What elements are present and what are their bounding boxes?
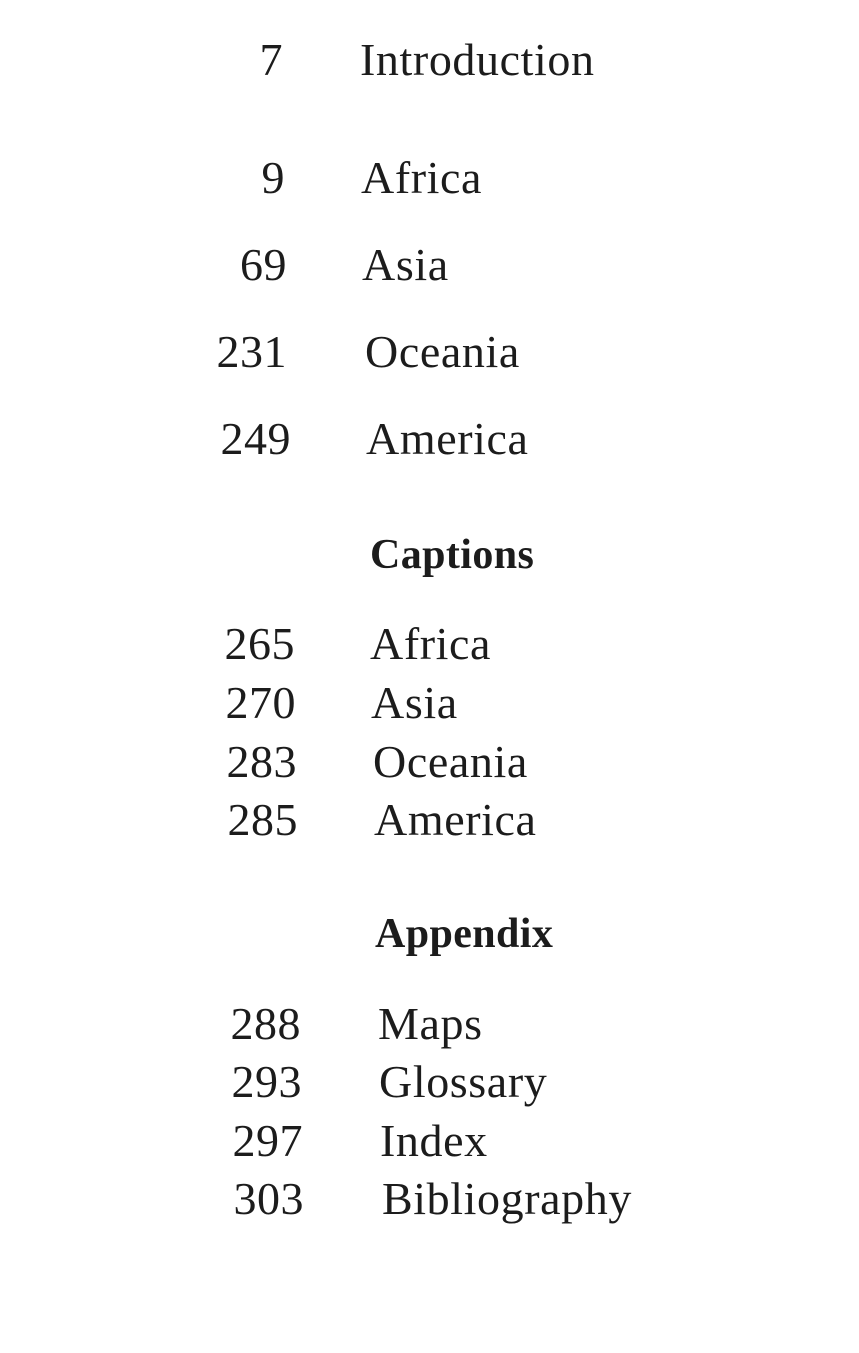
toc-entry-oceania xyxy=(0,322,859,382)
entry-title: Asia xyxy=(371,677,458,728)
toc-entry-appendix-glossary xyxy=(0,1052,859,1112)
page-number: 297 xyxy=(232,1115,303,1166)
entry-title: Oceania xyxy=(373,736,528,787)
toc-entry-captions-asia xyxy=(0,673,859,733)
toc-entry-america xyxy=(0,409,859,469)
entry-title: Oceania xyxy=(365,326,520,377)
entry-title: Africa xyxy=(370,618,492,669)
entry-title: Bibliography xyxy=(382,1173,632,1224)
page-number: 249 xyxy=(220,413,291,464)
toc-entry-introduction xyxy=(0,30,859,90)
page-number: 270 xyxy=(225,677,296,728)
toc-entry-captions-oceania xyxy=(0,732,859,792)
page-number: 69 xyxy=(240,239,287,290)
toc-entry-captions-america xyxy=(0,790,859,850)
page-number: 303 xyxy=(233,1173,304,1224)
entry-title: America xyxy=(366,413,529,464)
page-number: 285 xyxy=(227,794,298,845)
page-number: 9 xyxy=(261,152,285,203)
section-heading-appendix: Appendix xyxy=(375,911,554,957)
page-number: 288 xyxy=(230,998,301,1049)
entry-title: Asia xyxy=(362,239,449,290)
page-number: 283 xyxy=(226,736,297,787)
toc-entry-appendix-bibliography xyxy=(0,1169,859,1229)
entry-title: Maps xyxy=(378,998,483,1049)
entry-title: America xyxy=(374,794,537,845)
page-number: 7 xyxy=(259,34,283,85)
toc-entry-appendix-index xyxy=(0,1111,859,1171)
toc-entry-africa xyxy=(0,148,859,208)
entry-title: Glossary xyxy=(379,1056,548,1107)
toc-entry-captions-africa xyxy=(0,614,859,674)
toc-entry-appendix-maps xyxy=(0,994,859,1054)
entry-title: Africa xyxy=(361,152,483,203)
page-number: 265 xyxy=(224,618,295,669)
page-number: 231 xyxy=(216,326,287,377)
entry-title: Introduction xyxy=(360,34,595,85)
entry-title: Index xyxy=(380,1115,488,1166)
toc-entry-asia xyxy=(0,235,859,295)
section-heading-captions: Captions xyxy=(370,532,535,578)
page-number: 293 xyxy=(231,1056,302,1107)
